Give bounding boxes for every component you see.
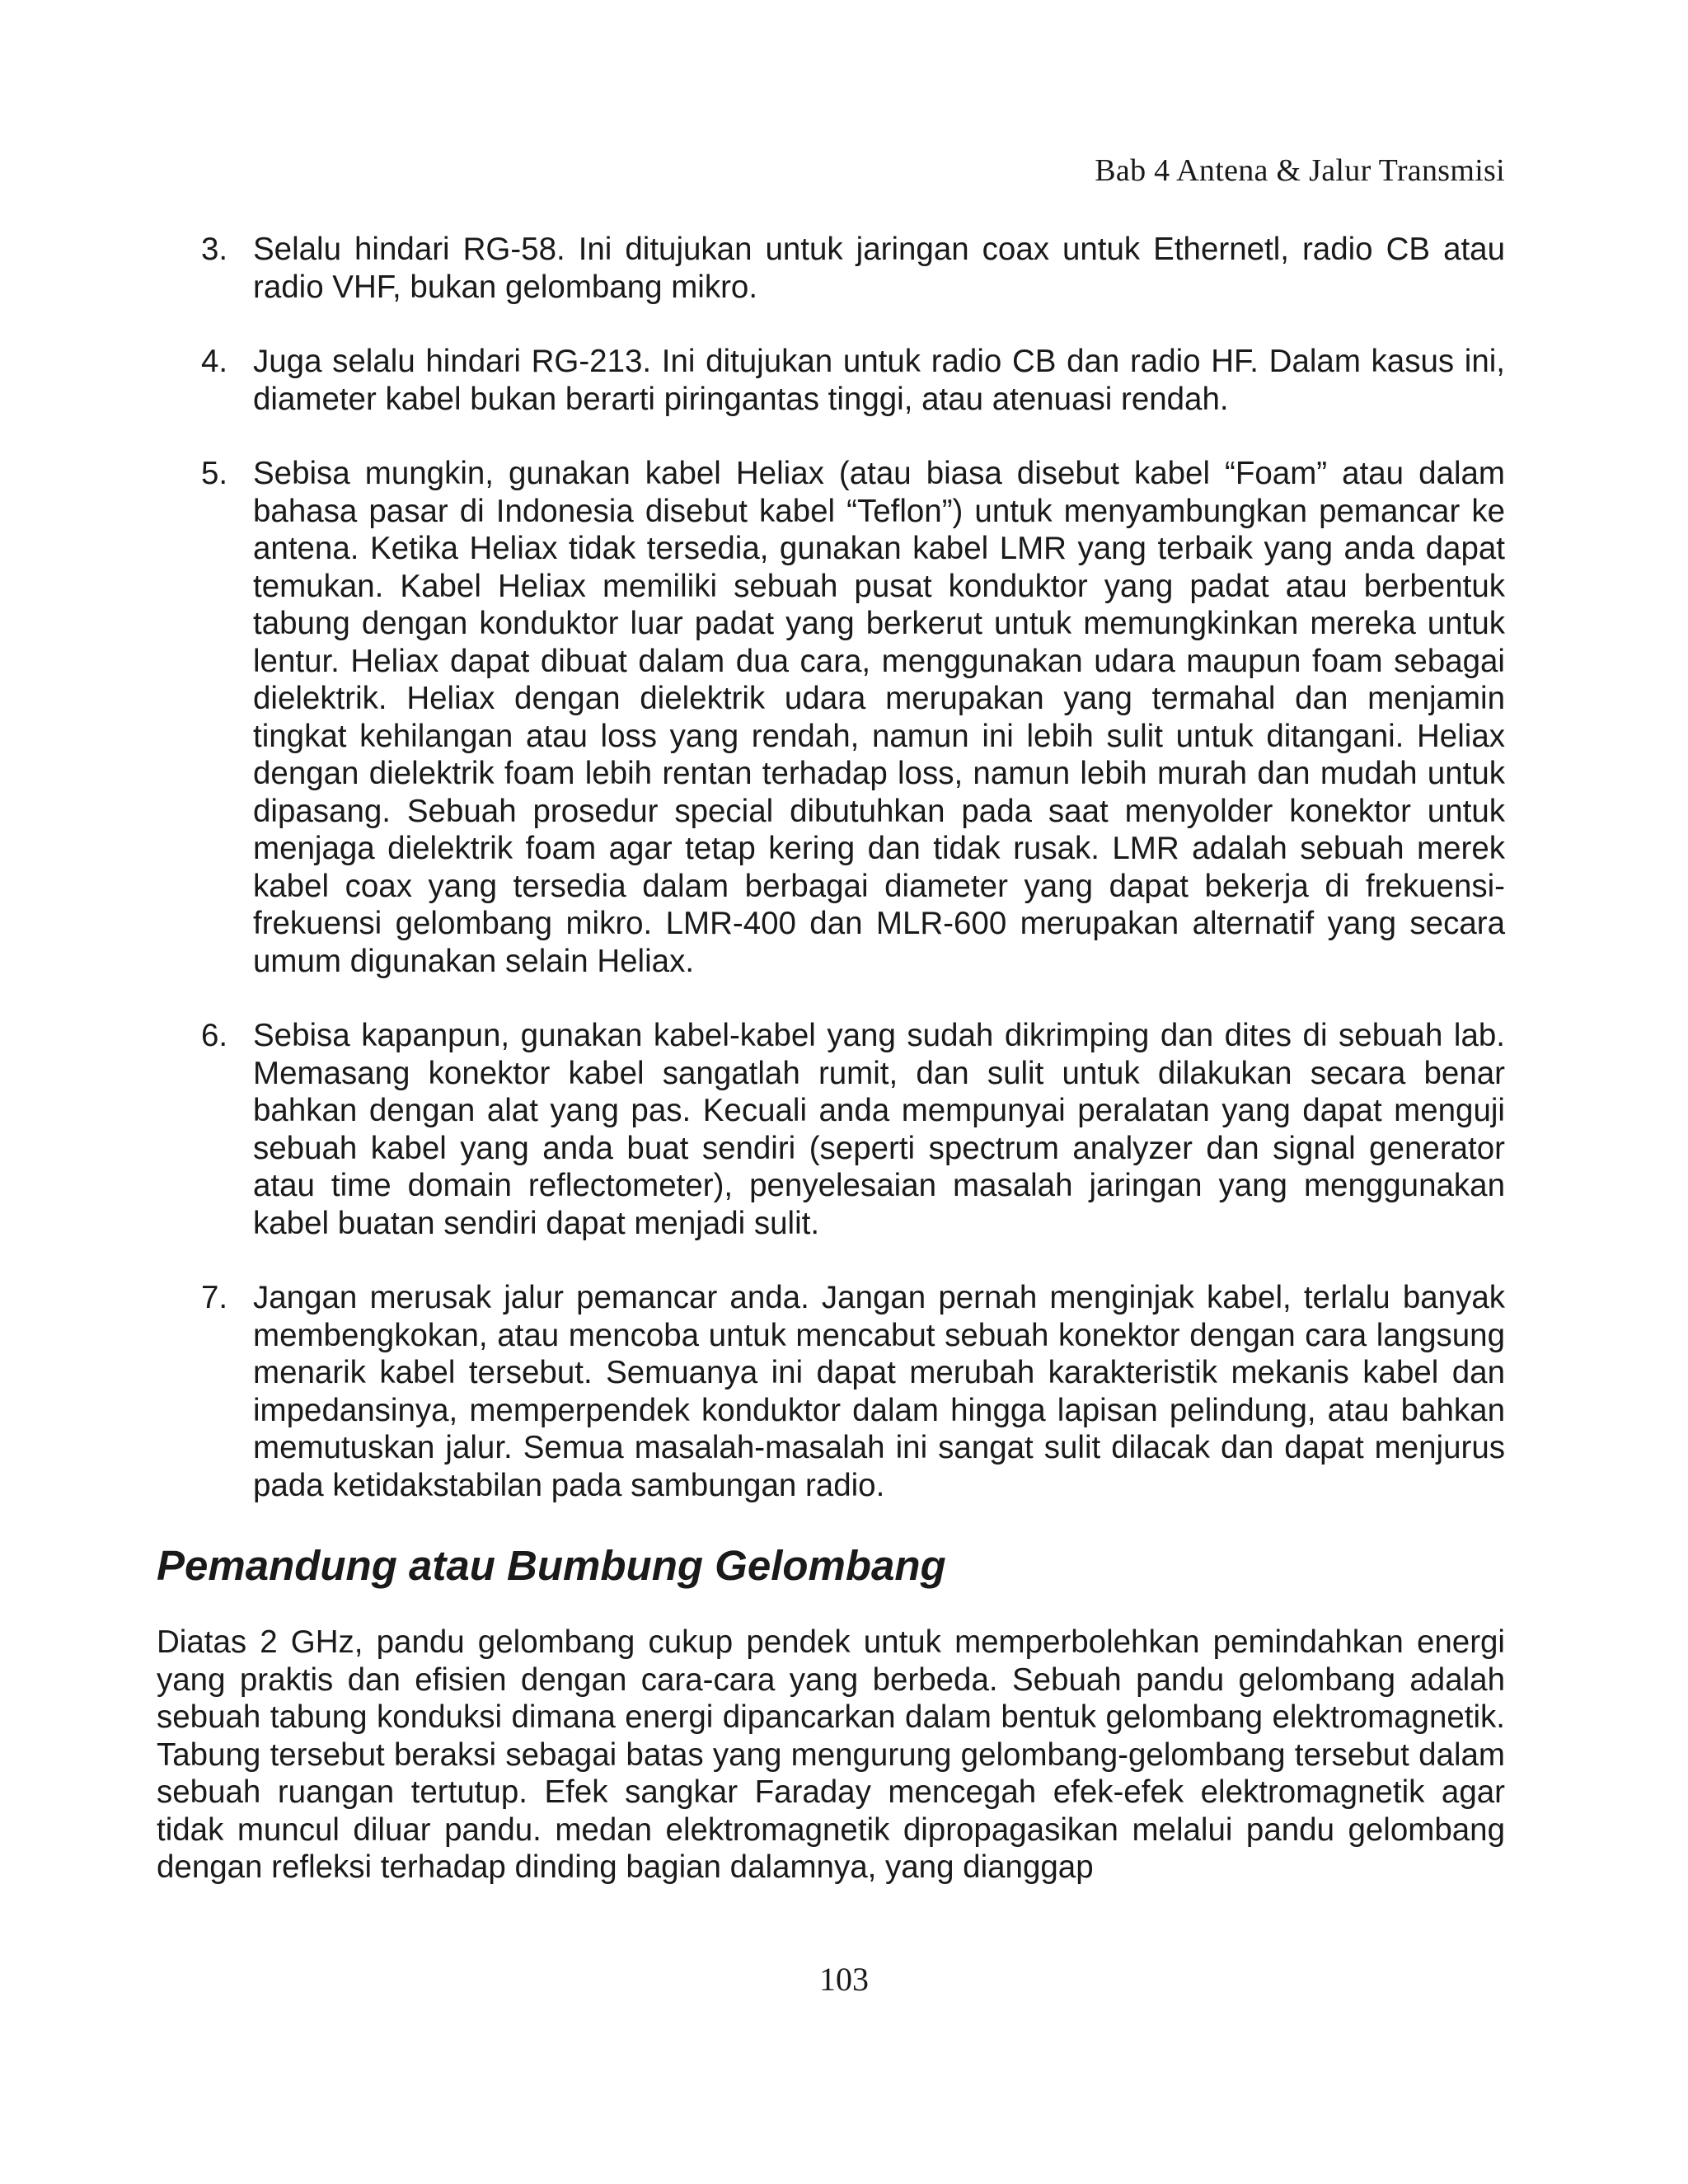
list-item-text: Sebisa kapanpun, gunakan kabel-kabel yang sudah dikrimping dan dites di sebuah lab. Memasang konektor kabel sangatlah rumit, dan sulit untuk dilakukan secara benar bahkan dengan alat yang pas. Kecuali anda mempunyai peralatan yang dapat menguji sebuah kabel yang anda buat sendiri (seperti spectrum analyzer dan signal generator atau time domain reflectometer), penyelesaian masalah jaringan yang menggunakan kabel buatan sendiri dapat menjadi sulit. [253, 1018, 1505, 1241]
page-body [157, 231, 1505, 1886]
list-item-number: 7. [201, 1280, 228, 1315]
list-item-text: Sebisa mungkin, gunakan kabel Heliax (atau biasa disebut kabel “Foam” atau dalam bahasa pasar di Indonesia disebut kabel “Teflon”) untuk menyambungkan pemancar ke antena. Ketika Heliax tidak tersedia, gunakan kabel LMR yang terbaik yang anda dapat temukan. Kabel Heliax memiliki sebuah pusat konduktor yang padat atau berbentuk tabung dengan konduktor luar padat yang berkerut untuk memungkinkan mereka untuk lentur. Heliax dapat dibuat dalam dua cara, menggunakan udara maupun foam sebagai dielektrik. Heliax dengan dielektrik udara merupakan yang termahal dan menjamin tingkat kehilangan atau loss yang rendah, namun ini lebih sulit untuk ditangani. Heliax dengan dielektrik foam lebih rentan terhadap loss, namun lebih murah dan mudah untuk dipasang. Sebuah prosedur special dibutuhkan pada saat menyolder konektor untuk menjaga dielektrik foam agar tetap kering dan tidak rusak. LMR adalah sebuah merek kabel coax yang tersedia dalam berbagai diameter yang dapat bekerja di frekuensi-frekuensi gelombang mikro. LMR-400 dan MLR-600 merupakan alternatif yang secara umum digunakan selain Heliax. [253, 456, 1505, 979]
list-item-number: 6. [201, 1018, 228, 1053]
list-item-number: 3. [201, 232, 228, 267]
list-item [157, 455, 1505, 980]
numbered-list [157, 231, 1505, 1504]
section-paragraph: Diatas 2 GHz, pandu gelombang cukup pendek untuk memperbolehkan pemindahkan energi yang praktis dan efisien dengan cara-cara yang berbeda. Sebuah pandu gelombang adalah sebuah tabung konduksi dimana energi dipancarkan dalam bentuk gelombang elektromagnetik. Tabung tersebut beraksi sebagai batas yang mengurung gelombang-gelombang tersebut dalam sebuah ruangan tertutup. Efek sangkar Faraday mencegah efek-efek elektromagnetik agar tidak muncul diluar pandu. medan elektromagnetik dipropagasikan melalui pandu gelombang dengan refleksi terhadap dinding bagian dalamnya, yang dianggap [157, 1624, 1505, 1885]
list-item-text: Selalu hindari RG-58. Ini ditujukan untuk jaringan coax untuk Ethernetl, radio CB atau radio VHF, bukan gelombang mikro. [253, 232, 1505, 305]
list-item [157, 1279, 1505, 1504]
list-item [157, 343, 1505, 418]
list-item-number: 5. [201, 456, 228, 491]
list-item-text: Juga selalu hindari RG-213. Ini ditujukan untuk radio CB dan radio HF. Dalam kasus ini, diameter kabel bukan berarti piringantas tinggi, atau atenuasi rendah. [253, 344, 1505, 417]
list-item-number: 4. [201, 344, 228, 379]
section-heading: Pemandung atau Bumbung Gelombang [157, 1542, 946, 1589]
list-item [157, 231, 1505, 306]
page-number: 103 [819, 1961, 869, 1998]
list-item [157, 1017, 1505, 1242]
list-item-text: Jangan merusak jalur pemancar anda. Jangan pernah menginjak kabel, terlalu banyak membengkokan, atau mencoba untuk mencabut sebuah konektor dengan cara langsung menarik kabel tersebut. Semuanya ini dapat merubah karakteristik mekanis kabel dan impedansinya, memperpendek konduktor dalam hingga lapisan pelindung, atau bahkan memutuskan jalur. Semua masalah-masalah ini sangat sulit dilacak dan dapat menjurus pada ketidakstabilan pada sambungan radio. [253, 1280, 1505, 1503]
running-header: Bab 4 Antena & Jalur Transmisi [1095, 153, 1505, 188]
